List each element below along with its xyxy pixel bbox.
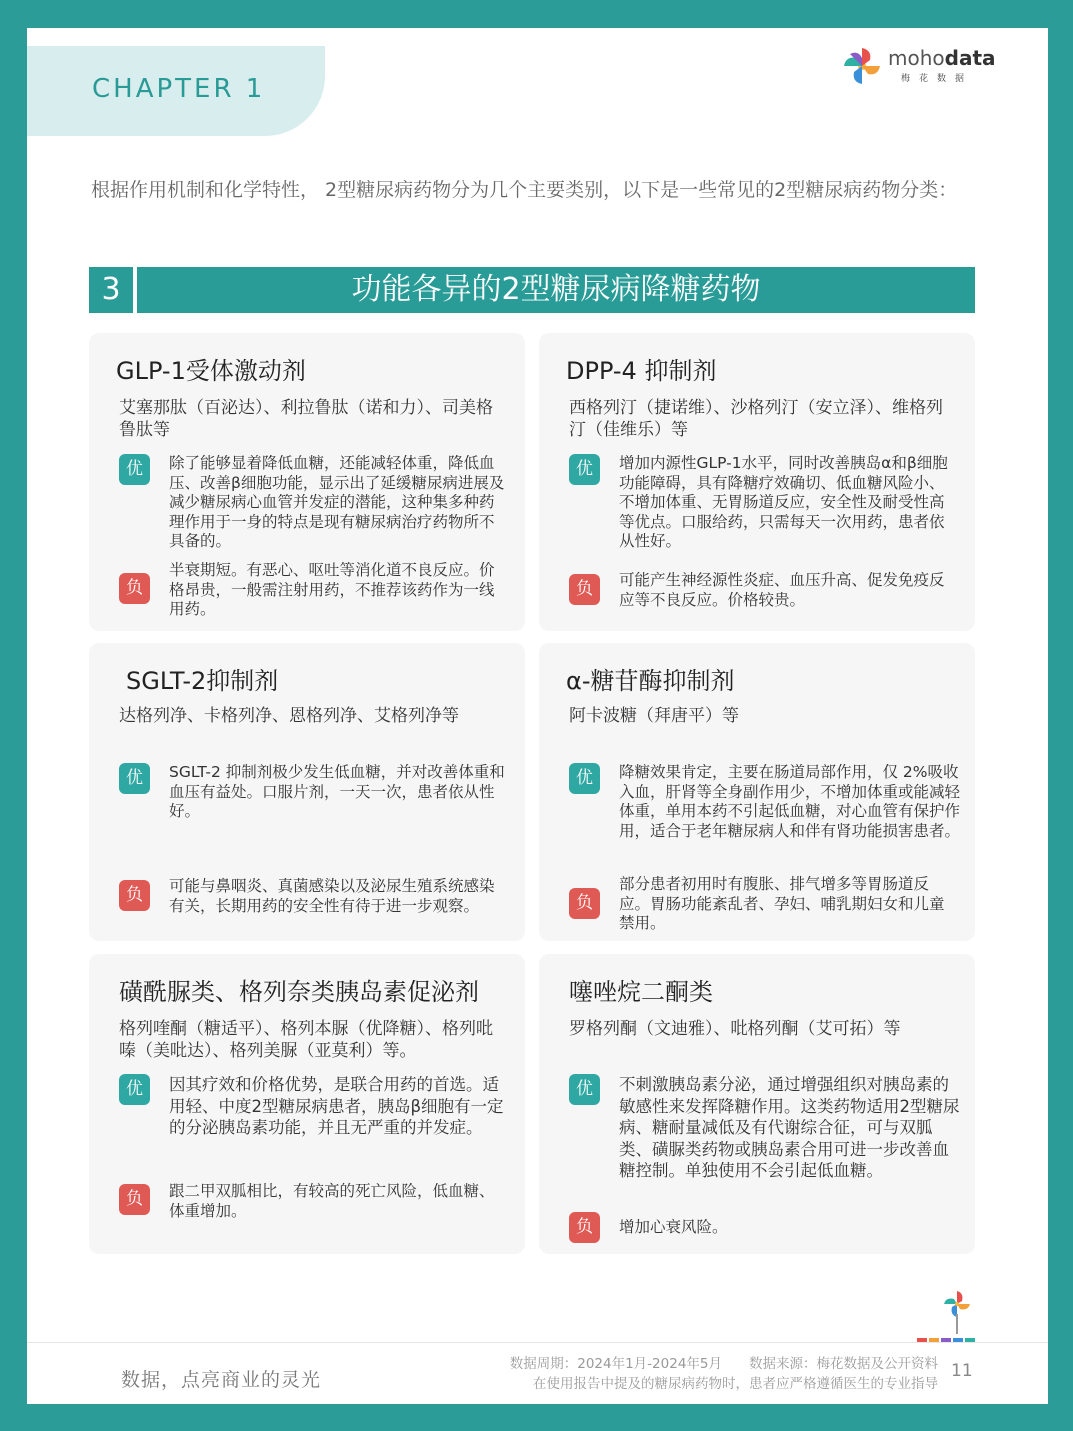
- brand-logo: [840, 44, 996, 88]
- footer-slogan: 数据，点亮商业的灵光: [121, 1369, 322, 1391]
- footer-note: [510, 1354, 938, 1394]
- pro-badge: 优: [569, 763, 600, 794]
- pro-text: 增加内源性GLP-1水平，同时改善胰岛α和β细胞功能障碍，具有降糖疗效确切、低血糖风险小、不增加体重、无胃肠道反应，安全性及耐受性高等优点。口服给药，只需每天一次用药，患者依从性好。: [619, 454, 948, 550]
- card-drugs: 艾塞那肽（百泌达）、利拉鲁肽（诺和力）、司美格鲁肽等: [119, 398, 493, 440]
- card-drugs: 西格列汀（捷诺维）、沙格列汀（安立泽）、维格列汀（佳维乐）等: [569, 398, 943, 440]
- con-text: 可能与鼻咽炎、真菌感染以及泌尿生殖系统感染有关，长期用药的安全性有待于进一步观察。: [169, 877, 495, 915]
- card-title: 噻唑烷二酮类: [569, 978, 713, 1006]
- drug-card-sulfonylureas: [89, 954, 525, 1254]
- drug-card-thiazolidinediones: [539, 954, 975, 1254]
- pro-row: [569, 1074, 969, 1204]
- con-badge: 负: [119, 1184, 150, 1215]
- con-badge: 负: [569, 1212, 600, 1243]
- chapter-label: CHAPTER 1: [92, 74, 266, 104]
- con-text: 跟二甲双胍相比，有较高的死亡风险，低血糖、体重增加。: [169, 1182, 495, 1220]
- card-drugs: 罗格列酮（文迪雅）、吡格列酮（艾可拓）等: [569, 1019, 901, 1039]
- brand-name: mohodata: [888, 46, 996, 70]
- con-text: 增加心衰风险。: [619, 1218, 728, 1236]
- card-drugs: 格列喹酮（糖适平）、格列本脲（优降糖）、格列吡嗪（美吡达）、格列美脲（亚莫利）等。: [119, 1019, 493, 1061]
- pro-badge: 优: [569, 454, 600, 485]
- con-badge: 负: [119, 573, 150, 604]
- pinwheel-logo-icon: [840, 44, 884, 88]
- con-badge: 负: [569, 888, 600, 919]
- con-row: [569, 1212, 959, 1246]
- pinwheel-decoration-icon: [915, 1290, 977, 1346]
- pro-row: [119, 454, 509, 554]
- con-text: 可能产生神经源性炎症、血压升高、促发免疫反应等不良反应。价格较贵。: [619, 571, 945, 609]
- drug-card-dpp4: [539, 333, 975, 631]
- footer-note-disclaimer: 在使用报告中提及的糖尿病药物时，患者应严格遵循医生的专业指导: [533, 1376, 938, 1392]
- footer-note-source: 数据周期：2024年1月-2024年5月 数据来源：梅花数据及公开资料: [509, 1356, 938, 1372]
- pro-row: [119, 1074, 519, 1164]
- card-drugs: 达格列净、卡格列净、恩格列净、艾格列净等: [119, 706, 459, 726]
- intro-paragraph: 根据作用机制和化学特性， 2型糖尿病药物分为几个主要类别，以下是一些常见的2型糖尿病药物分类：: [91, 179, 958, 201]
- con-row: [119, 1182, 509, 1226]
- card-title: SGLT-2抑制剂: [126, 667, 279, 695]
- card-title: α-糖苷酶抑制剂: [566, 667, 735, 695]
- page-number: 11: [951, 1361, 973, 1381]
- section-number: 3: [89, 267, 133, 313]
- pro-text: 不刺激胰岛素分泌，通过增强组织对胰岛素的敏感性来发挥降糖作用。这类药物适用2型糖尿病、糖耐量减低及有代谢综合征，可与双胍类、磺脲类药物或胰岛素合用可进一步改善血糖控制。单独使用不会引起低血糖。: [619, 1075, 960, 1180]
- card-title: DPP-4 抑制剂: [566, 357, 717, 385]
- con-badge: 负: [569, 574, 600, 605]
- report-page: [27, 28, 1048, 1404]
- con-row: [119, 561, 509, 623]
- con-badge: 负: [119, 880, 150, 911]
- con-row: [569, 875, 959, 937]
- card-title: 磺酰脲类、格列奈类胰岛素促泌剂: [119, 978, 479, 1006]
- pro-text: 因其疗效和价格优势，是联合用药的首选。适用轻、中度2型糖尿病患者，胰岛β细胞有一定的分泌胰岛素功能，并且无严重的并发症。: [169, 1075, 504, 1137]
- pro-row: [569, 763, 969, 863]
- con-text: 半衰期短。有恶心、呕吐等消化道不良反应。价格昂贵，一般需注射用药，不推荐该药作为一线用药。: [169, 561, 495, 618]
- pro-text: 降糖效果肯定，主要在肠道局部作用，仅 2%吸收入血，肝肾等全身副作用少，不增加体重或能减轻体重，单用本药不引起低血糖，对心血管有保护作用，适合于老年糖尿病人和伴有肾功能损害患者。: [619, 763, 961, 840]
- pro-badge: 优: [119, 454, 150, 485]
- con-row: [119, 877, 509, 927]
- footer-divider: [27, 1342, 1048, 1343]
- pro-badge: 优: [119, 763, 150, 794]
- drug-card-alpha-glucosidase: [539, 643, 975, 941]
- con-row: [569, 571, 959, 621]
- pro-badge: 优: [569, 1074, 600, 1105]
- brand-subtitle: 梅花数据: [901, 74, 974, 84]
- drug-card-glp1: [89, 333, 525, 631]
- card-title: GLP-1受体激动剂: [116, 357, 306, 385]
- drug-card-sglt2: [89, 643, 525, 941]
- section-title: 功能各异的2型糖尿病降糖药物: [137, 267, 975, 313]
- pro-badge: 优: [119, 1074, 150, 1105]
- pro-row: [569, 454, 959, 554]
- con-text: 部分患者初用时有腹胀、排气增多等胃肠道反应。胃肠功能紊乱者、孕妇、哺乳期妇女和儿童禁用。: [619, 875, 945, 932]
- pro-text: SGLT-2 抑制剂极少发生低血糖，并对改善体重和血压有益处。口服片剂，一天一次，患者依从性好。: [169, 763, 505, 820]
- pro-row: [119, 763, 509, 833]
- pro-text: 除了能够显着降低血糖，还能减轻体重，降低血压、改善β细胞功能，显示出了延缓糖尿病进展及减少糖尿病心血管并发症的潜能，这种集多种药理作用于一身的特点是现有糖尿病治疗药物所不具备的。: [169, 454, 505, 550]
- card-drugs: 阿卡波糖（拜唐平）等: [569, 706, 739, 726]
